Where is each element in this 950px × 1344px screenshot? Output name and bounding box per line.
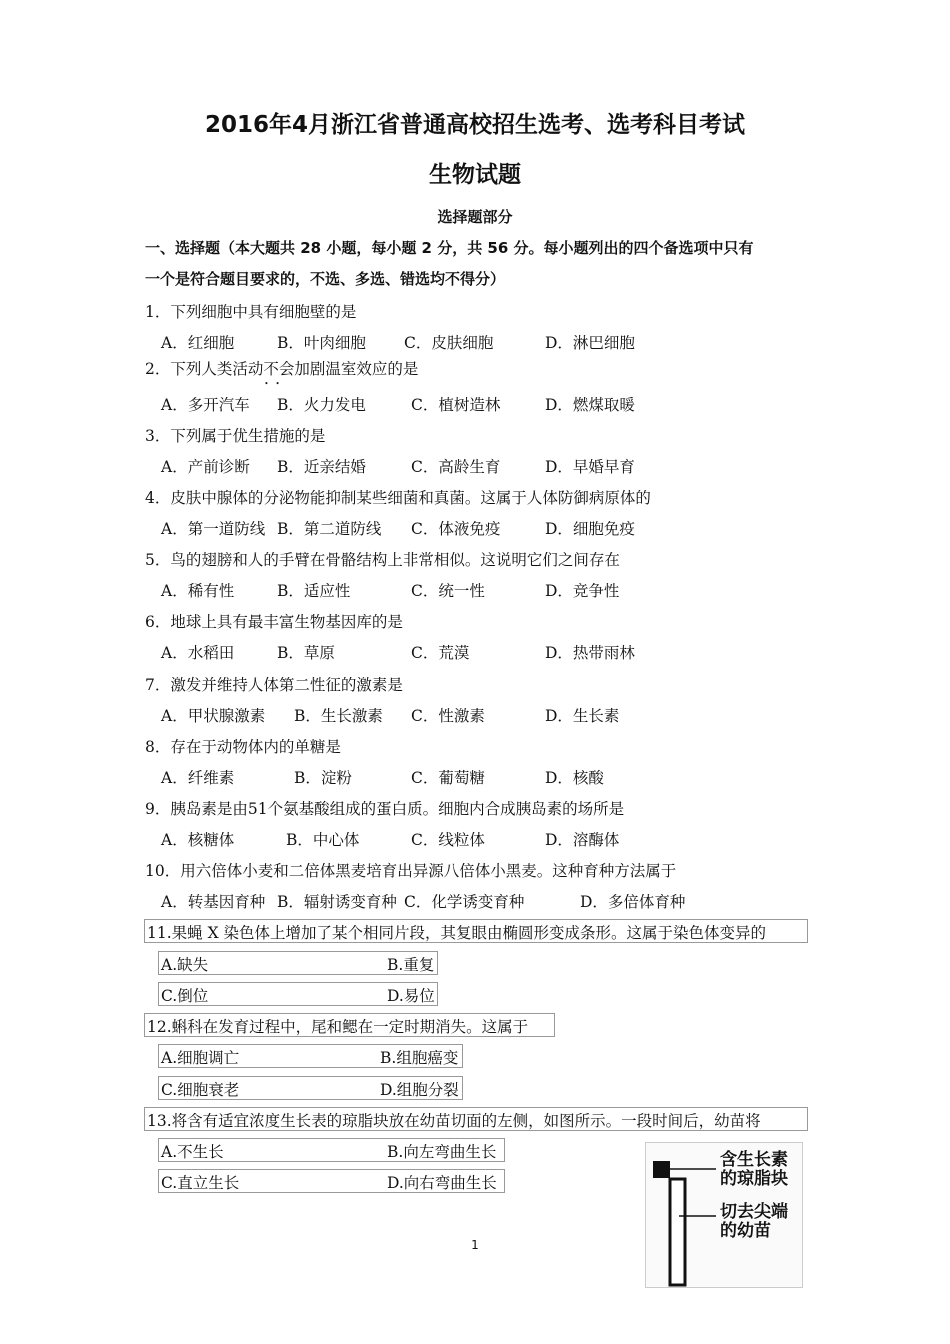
q6-option-a: A．水稻田	[161, 644, 235, 662]
q11-option-b: B.重复	[387, 956, 435, 974]
q6-option-c: C．荒漠	[411, 644, 470, 662]
q7-option-d: D．生长素	[545, 707, 620, 725]
q2-option-d: D．燃煤取暖	[545, 396, 635, 414]
seedling-label-line-2: 的幼苗	[720, 1221, 771, 1241]
q10-option-c: C．化学诱变育种	[404, 893, 525, 911]
question-11-stem: 11.果蝇 X 染色体上增加了某个相同片段，其复眼由椭圆形变成条形。这属于染色体变异的	[147, 924, 767, 942]
q4-option-b: B．第二道防线	[277, 520, 382, 538]
agar-label-line-2: 的琼脂块	[720, 1169, 788, 1189]
q4-option-a: A．第一道防线	[161, 520, 266, 538]
instructions-line-2: 一个是符合题目要求的，不选、多选、错选均不得分）	[145, 270, 506, 288]
q13-option-d: D.向右弯曲生长	[387, 1174, 497, 1192]
seedling-stem-shape	[670, 1179, 685, 1285]
q11-option-a: A.缺失	[161, 956, 209, 974]
q5-option-d: D．竞争性	[545, 582, 620, 600]
q2-option-c: C．植树造林	[411, 396, 501, 414]
q3-option-a: A．产前诊断	[161, 458, 250, 476]
question-13-stem: 13.将含有适宜浓度生长表的琼脂块放在幼苗切面的左侧，如图所示。一段时间后，幼苗将	[147, 1112, 761, 1130]
q9-option-b: B．中心体	[286, 831, 360, 849]
q11-option-c: C.倒位	[161, 987, 209, 1005]
q6-option-d: D．热带雨林	[545, 644, 635, 662]
q1-option-d: D．淋巴细胞	[545, 334, 635, 352]
question-7-stem: 7．激发并维持人体第二性征的激素是	[145, 676, 403, 694]
q9-option-d: D．溶酶体	[545, 831, 620, 849]
q4-option-d: D．细胞免疫	[545, 520, 635, 538]
instructions-line-1: 一、选择题（本大题共 28 小题，每小题 2 分，共 56 分。每小题列出的四个备选项中只有	[145, 239, 754, 257]
q5-option-c: C．统一性	[411, 582, 485, 600]
question-1-stem: 1．下列细胞中具有细胞壁的是	[145, 303, 357, 321]
q10-option-a: A．转基因育种	[161, 893, 266, 911]
question-12-stem: 12.蝌科在发育过程中，尾和鳃在一定时期消失。这属于	[147, 1018, 529, 1036]
question-10-stem: 10．用六倍体小麦和二倍体黑麦培育出异源八倍体小黑麦。这种育种方法属于	[145, 862, 677, 880]
q7-option-c: C．性激素	[411, 707, 485, 725]
q1-option-a: A．红细胞	[161, 334, 235, 352]
question-8-stem: 8．存在于动物体内的单糖是	[145, 738, 341, 756]
question-2-stem	[145, 357, 418, 379]
q12-option-c: C.细胞衰老	[161, 1081, 240, 1099]
q2-stem-emphasis: 不会 • •	[263, 360, 294, 378]
q1-option-b: B．叶肉细胞	[277, 334, 366, 352]
q10-option-b: B．辐射诱变育种	[277, 893, 397, 911]
question-3-stem: 3．下列属于优生措施的是	[145, 427, 326, 445]
question-9-stem: 9．胰岛素是由51个氨基酸组成的蛋白质。细胞内合成胰岛素的场所是	[145, 800, 625, 818]
q3-option-d: D．早婚早育	[545, 458, 635, 476]
seedling-figure	[645, 1142, 803, 1288]
agar-label-line-1: 含生长素	[720, 1150, 788, 1170]
q7-option-a: A．甲状腺激素	[161, 707, 266, 725]
q2-option-b: B．火力发电	[277, 396, 366, 414]
q8-option-c: C．葡萄糖	[411, 769, 485, 787]
exam-title: 2016年4月浙江省普通高校招生选考、选考科目考试	[204, 112, 746, 138]
question-6-stem: 6．地球上具有最丰富生物基因库的是	[145, 613, 403, 631]
q12-option-d: D.组胞分裂	[380, 1081, 459, 1099]
q9-option-c: C．线粒体	[411, 831, 485, 849]
agar-block-shape	[653, 1161, 670, 1178]
q4-option-c: C．体液免疫	[411, 520, 501, 538]
q2-stem-pre: 2．下列人类活动	[145, 360, 264, 378]
q2-option-a: A．多开汽车	[161, 396, 250, 414]
q7-option-b: B．生长激素	[294, 707, 383, 725]
q12-option-a: A.细胞调亡	[161, 1049, 240, 1067]
section-heading: 选择题部分	[437, 208, 513, 226]
q8-option-b: B．淀粉	[294, 769, 352, 787]
q3-option-c: C．高龄生育	[411, 458, 501, 476]
q5-option-a: A．稀有性	[161, 582, 235, 600]
q12-option-b: B.组胞癌变	[380, 1049, 459, 1067]
q8-option-d: D．核酸	[545, 769, 604, 787]
page-number: 1	[471, 1238, 479, 1252]
q13-option-b: B.向左弯曲生长	[387, 1143, 497, 1161]
q13-option-a: A.不生长	[161, 1143, 224, 1161]
q8-option-a: A．纤维素	[161, 769, 235, 787]
q6-option-b: B．草原	[277, 644, 335, 662]
q3-option-b: B．近亲结婚	[277, 458, 366, 476]
question-5-stem: 5．鸟的翅膀和人的手臂在骨骼结构上非常相似。这说明它们之间存在	[145, 551, 620, 569]
q13-option-c: C.直立生长	[161, 1174, 240, 1192]
q5-option-b: B．适应性	[277, 582, 351, 600]
q2-stem-post: 加剧温室效应的是	[294, 360, 419, 378]
exam-subtitle: 生物试题	[429, 162, 521, 188]
question-4-stem: 4．皮肤中腺体的分泌物能抑制某些细菌和真菌。这属于人体防御病原体的	[145, 489, 651, 507]
q1-option-c: C．皮肤细胞	[404, 334, 494, 352]
q11-option-d: D.易位	[387, 987, 435, 1005]
seedling-label-line-1: 切去尖端	[720, 1202, 788, 1222]
q10-option-d: D．多倍体育种	[580, 893, 686, 911]
q9-option-a: A．核糖体	[161, 831, 235, 849]
